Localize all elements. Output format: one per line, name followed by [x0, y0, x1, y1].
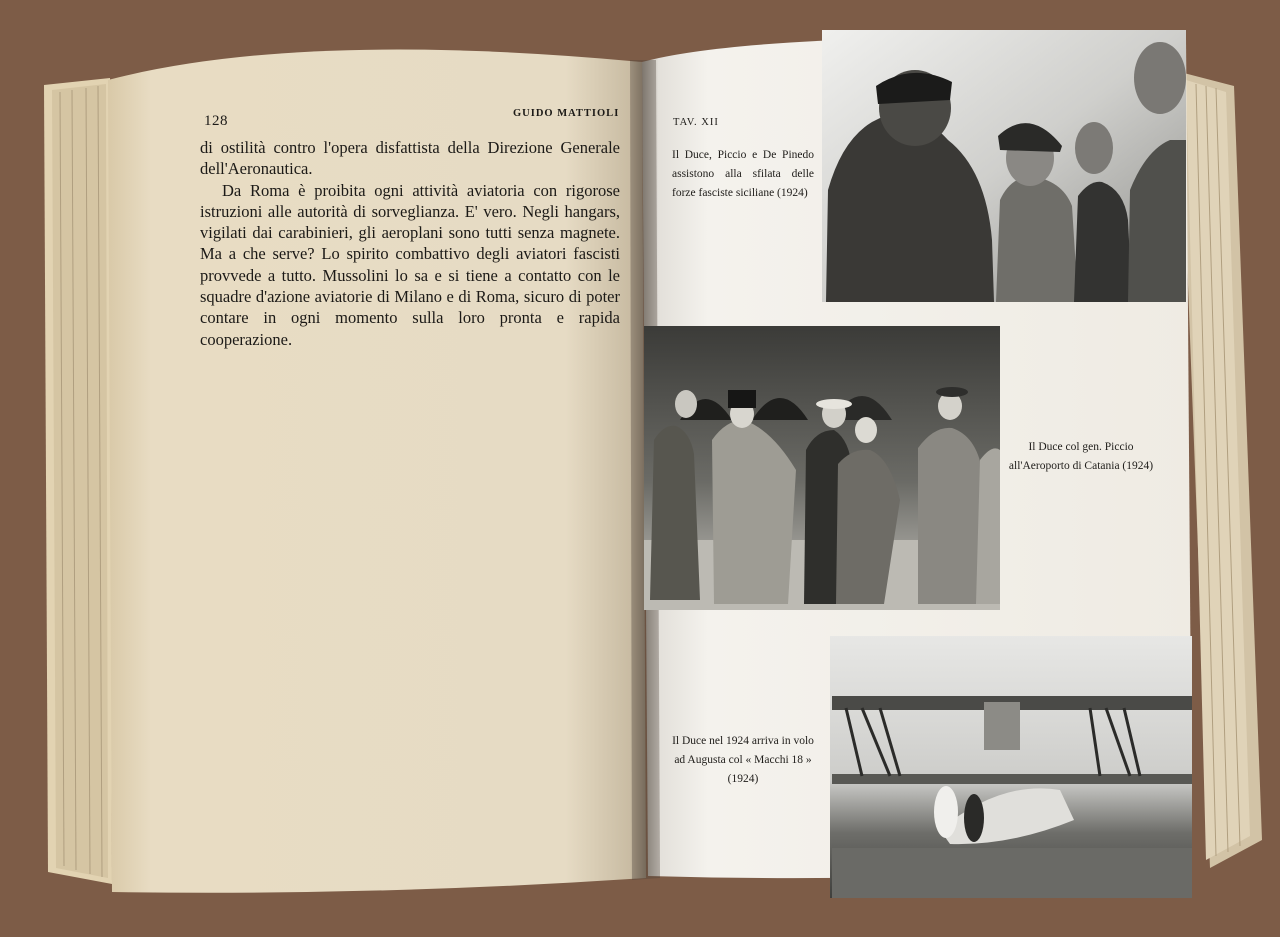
paragraph: di ostilità contro l'opera disfattista della Direzione Generale dell'Aeronautica.	[200, 138, 620, 179]
photo-duce-piccio-de-pinedo	[822, 30, 1186, 302]
paragraph: Da Roma è proibita ogni attività aviatoria con rigorose istruzioni alle autorità di sorveglianza. E' vero. Negli hangars, vigilati dai carabinieri, gli aeroplani sono tutti senza magnete. Ma a che serve? Lo spirito combattivo degli aviatori fascisti provvede a tutto. Mussolini lo sa e si tiene a contatto con le squadre d'azione aviatorie di Milano e di Roma, sicuro di poter contare in ogni momento sulla loro pronta e rapida cooperazione.	[200, 180, 620, 349]
plate-label: TAV. XII	[673, 117, 719, 128]
photo-duce-piccio-catania	[644, 326, 1000, 610]
photo-caption-2: Il Duce col gen. Piccio all'Aeroporto di Catania (1924)	[1008, 441, 1154, 472]
left-page-body	[200, 137, 620, 350]
photo-caption-3: Il Duce nel 1924 arriva in volo ad Augusta col « Macchi 18 » (1924)	[672, 735, 814, 785]
photo-caption-1: Il Duce, Piccio e De Pinedo assistono alla sfilata delle forze fasciste siciliane (1924)	[672, 149, 814, 199]
page-number: 128	[204, 113, 228, 129]
photo-macchi-18-seaplane	[830, 636, 1192, 898]
running-head: GUIDO MATTIOLI	[513, 108, 620, 119]
